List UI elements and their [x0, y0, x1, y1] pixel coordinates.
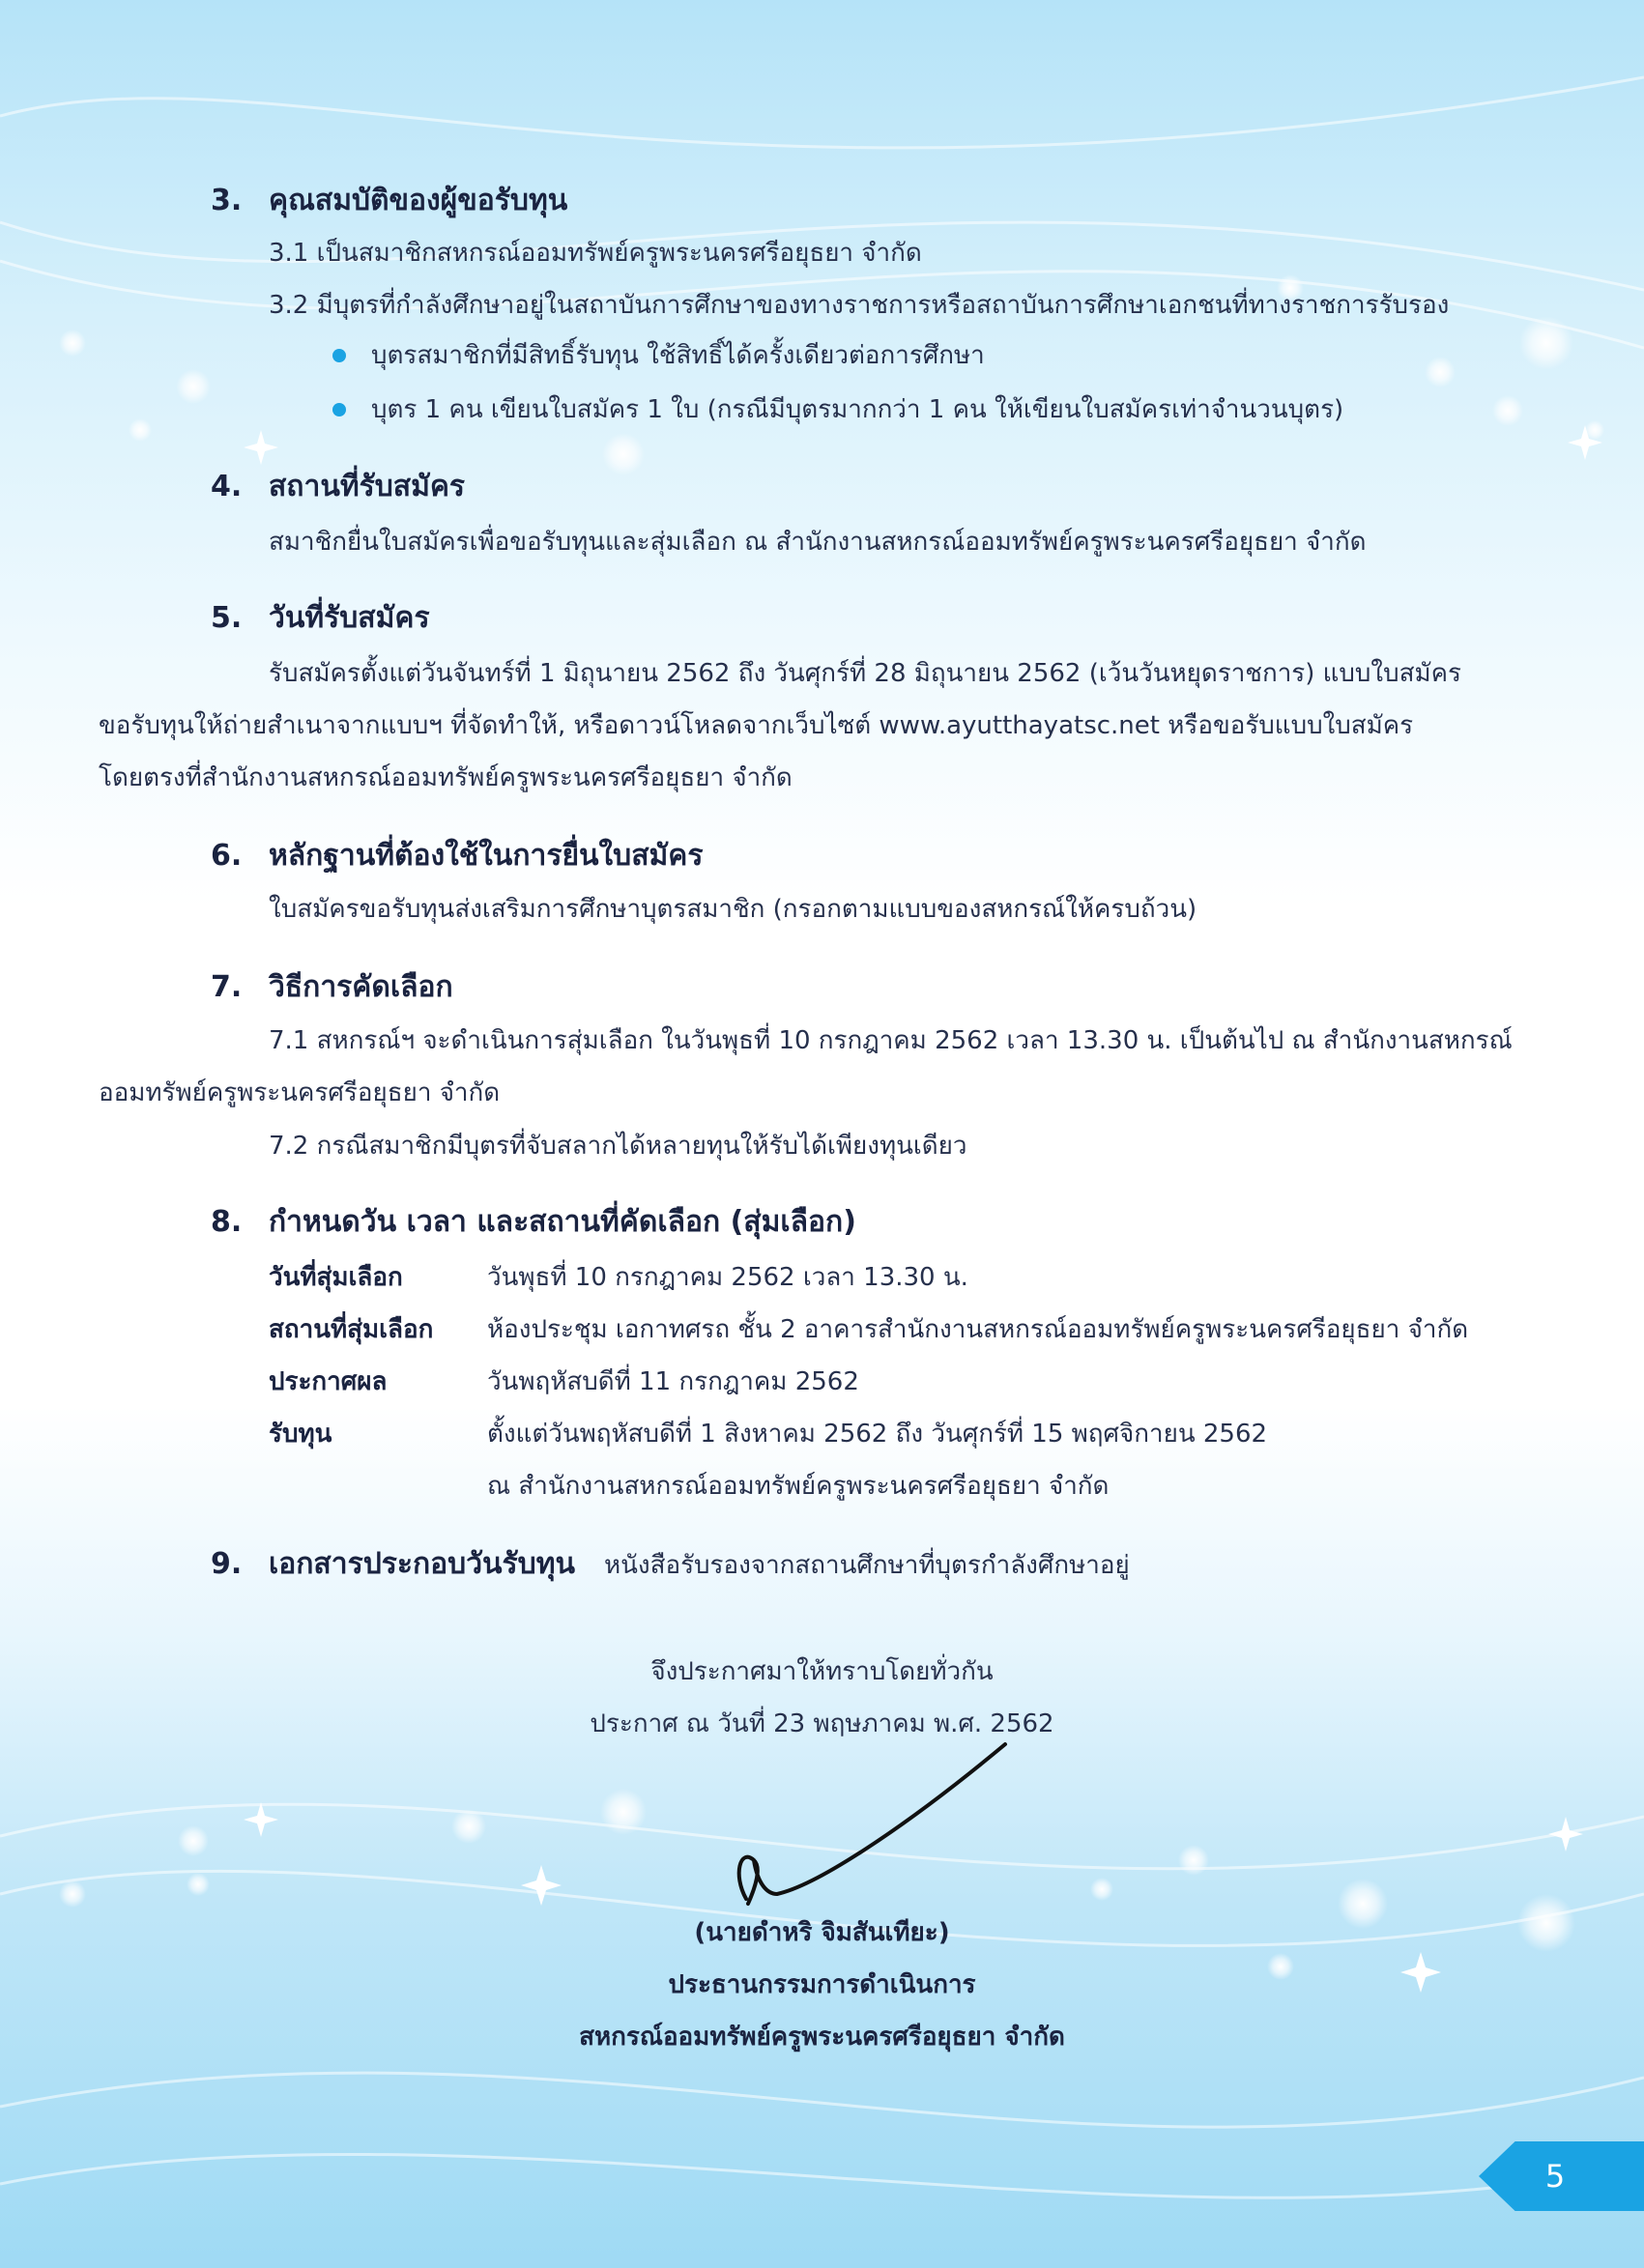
section-number: 7. — [211, 970, 243, 1004]
section-3-item-1: 3.1 เป็นสมาชิกสหกรณ์ออมทรัพย์ครูพระนครศรีอยุธยา จำกัด — [269, 239, 922, 268]
section-6-heading — [211, 835, 704, 877]
section-8-heading — [211, 1201, 856, 1244]
section-title: สถานที่รับสมัคร — [269, 470, 466, 503]
section-number: 8. — [211, 1205, 243, 1239]
section-5-heading — [211, 597, 430, 640]
section-5-line-3: โดยตรงที่สำนักงานสหกรณ์ออมทรัพย์ครูพระนครศรีอยุธยา จำกัด — [99, 763, 793, 792]
section-title: กำหนดวัน เวลา และสถานที่คัดเลือก (สุ่มเลือก) — [269, 1205, 856, 1239]
section-7-item-1-continued: ออมทรัพย์ครูพระนครศรีอยุธยา จำกัด — [99, 1078, 501, 1107]
section-number: 6. — [211, 839, 243, 873]
signatory-position: ประธานกรรมการดำเนินการ — [668, 1970, 976, 1999]
section-number: 9. — [211, 1547, 243, 1581]
schedule-label: ประกาศผล — [269, 1367, 388, 1396]
page-number: 5 — [1544, 2158, 1566, 2195]
schedule-value: วันพฤหัสบดีที่ 11 กรกฎาคม 2562 — [487, 1367, 859, 1396]
section-9-text: หนังสือรับรองจากสถานศึกษาที่บุตรกำลังศึกษาอยู่ — [604, 1551, 1130, 1580]
signatory-name: (นายดำหริ จิมสันเทียะ) — [694, 1918, 950, 1947]
section-number: 5. — [211, 601, 243, 635]
schedule-value: วันพุธที่ 10 กรกฎาคม 2562 เวลา 13.30 น. — [487, 1263, 968, 1292]
section-3-heading — [211, 180, 567, 222]
section-title: วิธีการคัดเลือก — [269, 970, 453, 1004]
bullet-icon — [332, 403, 346, 416]
section-4-heading — [211, 466, 465, 508]
section-7-item-2: 7.2 กรณีสมาชิกมีบุตรที่จับสลากได้หลายทุนให้รับได้เพียงทุนเดียว — [269, 1132, 967, 1161]
section-7-item-1: 7.1 สหกรณ์ฯ จะดำเนินการสุ่มเลือก ในวันพุธที่ 10 กรกฎาคม 2562 เวลา 13.30 น. เป็นต้นไป ณ สำนักงานสหกรณ์ — [269, 1026, 1513, 1055]
section-7-heading — [211, 966, 453, 1009]
section-title: หลักฐานที่ต้องใช้ในการยื่นใบสมัคร — [269, 839, 704, 873]
schedule-label: วันที่สุ่มเลือก — [269, 1263, 403, 1292]
schedule-label: รับทุน — [269, 1420, 332, 1449]
schedule-value: ตั้งแต่วันพฤหัสบดีที่ 1 สิงหาคม 2562 ถึง วันศุกร์ที่ 15 พฤศจิกายน 2562 — [487, 1420, 1268, 1449]
section-3-item-2: 3.2 มีบุตรที่กำลังศึกษาอยู่ในสถาบันการศึกษาของทางราชการหรือสถาบันการศึกษาเอกชนที่ทางราชการรับรอง — [269, 291, 1450, 320]
schedule-label: สถานที่สุ่มเลือก — [269, 1315, 434, 1344]
section-title: วันที่รับสมัคร — [269, 601, 430, 635]
section-title: เอกสารประกอบวันรับทุน — [269, 1547, 575, 1581]
schedule-value-continued: ณ สำนักงานสหกรณ์ออมทรัพย์ครูพระนครศรีอยุธยา จำกัด — [487, 1472, 1110, 1501]
section-number: 3. — [211, 184, 243, 217]
section-3-bullet-2: บุตร 1 คน เขียนใบสมัคร 1 ใบ (กรณีมีบุตรมากกว่า 1 คน ให้เขียนใบสมัครเท่าจำนวนบุตร) — [371, 395, 1344, 424]
section-title: คุณสมบัติของผู้ขอรับทุน — [269, 184, 568, 217]
section-9-heading — [211, 1543, 1130, 1587]
section-4-text: สมาชิกยื่นใบสมัครเพื่อขอรับทุนและสุ่มเลือก ณ สำนักงานสหกรณ์ออมทรัพย์ครูพระนครศรีอยุธยา จำกัด — [269, 528, 1367, 557]
schedule-value: ห้องประชุม เอกาทศรถ ชั้น 2 อาคารสำนักงานสหกรณ์ออมทรัพย์ครูพระนครศรีอยุธยา จำกัด — [487, 1315, 1469, 1344]
signatory-organization: สหกรณ์ออมทรัพย์ครูพระนครศรีอยุธยา จำกัด — [579, 2023, 1065, 2052]
signature — [715, 1739, 1024, 1913]
section-6-text: ใบสมัครขอรับทุนส่งเสริมการศึกษาบุตรสมาชิก (กรอกตามแบบของสหกรณ์ให้ครบถ้วน) — [269, 895, 1197, 924]
section-5-line-2: ขอรับทุนให้ถ่ายสำเนาจากแบบฯ ที่จัดทำให้, หรือดาวน์โหลดจากเว็บไซต์ www.ayutthayatsc.net หรือขอรับแบบใบสมัคร — [99, 711, 1414, 740]
section-number: 4. — [211, 470, 243, 503]
bullet-icon — [332, 349, 346, 362]
section-3-bullet-1: บุตรสมาชิกที่มีสิทธิ์รับทุน ใช้สิทธิ์ได้ครั้งเดียวต่อการศึกษา — [371, 341, 985, 370]
section-5-line-1: รับสมัครตั้งแต่วันจันทร์ที่ 1 มิถุนายน 2562 ถึง วันศุกร์ที่ 28 มิถุนายน 2562 (เว้นวันหยุดราชการ) แบบใบสมัคร — [269, 659, 1461, 688]
closing-line: จึงประกาศมาให้ทราบโดยทั่วกัน — [650, 1657, 994, 1686]
announcement-date: ประกาศ ณ วันที่ 23 พฤษภาคม พ.ศ. 2562 — [590, 1709, 1054, 1738]
